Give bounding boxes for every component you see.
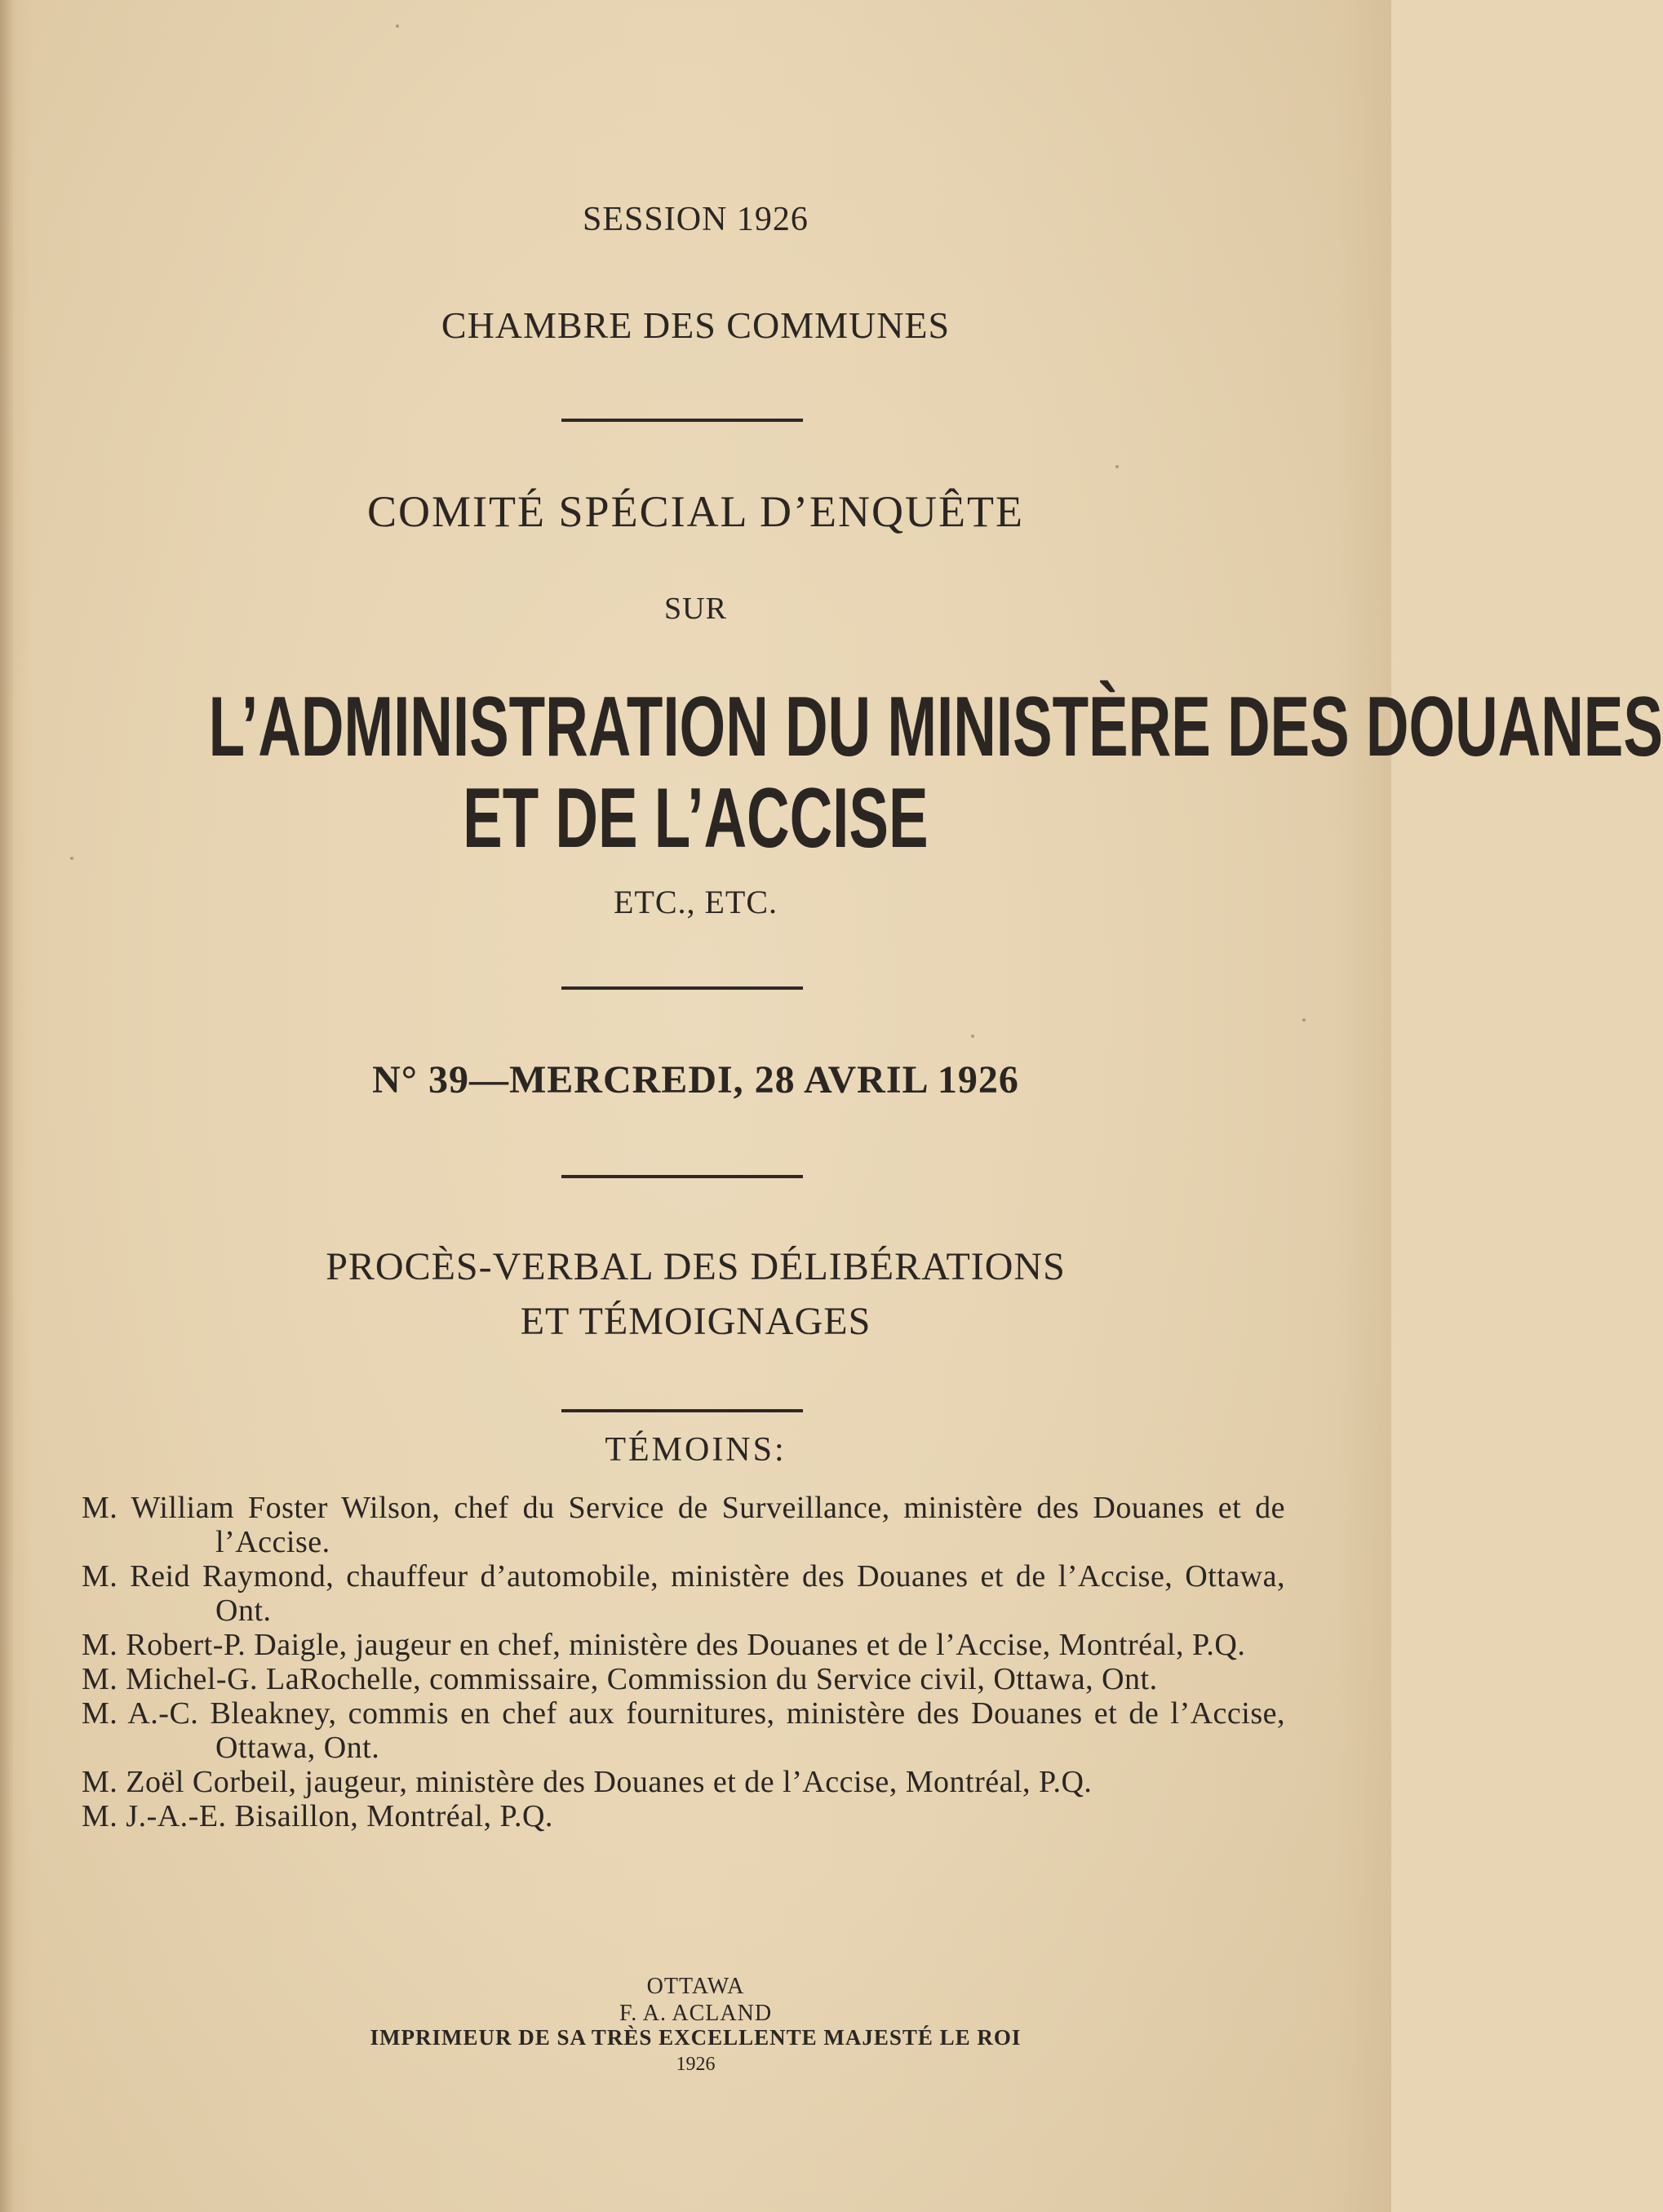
witness-item: M. Zoël Corbeil, jaugeur, ministère des Douanes et de l’Accise, Montréal, P.Q. — [82, 1765, 1093, 1799]
witness-item: M. Michel-G. LaRochelle, commissaire, Commission du Service civil, Ottawa, Ont. — [82, 1662, 1158, 1696]
main-title-line-1: L’ADMINISTRATION DU MINISTÈRE DES DOUANES — [208, 680, 1663, 774]
imprint-city: OTTAWA — [646, 1974, 745, 1999]
imprint-printer-title: IMPRIMEUR DE SA TRÈS EXCELLENTE MAJESTÉ LE ROI — [370, 2025, 1022, 2050]
committee-name: COMITÉ SPÉCIAL D’ENQUÊTE — [367, 487, 1024, 536]
paper-speck — [1302, 1018, 1306, 1022]
issue-number-date: N° 39—MERCREDI, 28 AVRIL 1926 — [372, 1058, 1019, 1102]
imprint-printer: F. A. ACLAND — [619, 2001, 773, 2026]
paper-speck — [70, 857, 73, 860]
divider-rule-3 — [561, 1175, 803, 1178]
witness-item: M. William Foster Wilson, chef du Service de Surveillance, ministère des Douanes et de l’Accise. — [82, 1491, 1285, 1559]
divider-rule-4 — [561, 1409, 803, 1412]
etc-line: ETC., ETC. — [613, 884, 778, 920]
divider-rule-2 — [561, 986, 803, 990]
main-title-line-2: ET DE L’ACCISE — [463, 771, 929, 866]
paper-speck — [1115, 465, 1119, 468]
chamber-heading: CHAMBRE DES COMMUNES — [441, 304, 951, 346]
session-heading: SESSION 1926 — [583, 201, 809, 238]
proceedings-title-line-1: PROCÈS-VERBAL DES DÉLIBÉRATIONS — [326, 1245, 1066, 1288]
witness-item: M. A.-C. Bleakney, commis en chef aux fournitures, ministère des Douanes et de l’Accise, Ottawa, Ont. — [82, 1696, 1285, 1765]
witnesses-heading: TÉMOINS: — [605, 1431, 787, 1469]
divider-rule-1 — [561, 419, 803, 422]
imprint-year: 1926 — [676, 2054, 716, 2075]
witness-item: M. Reid Raymond, chauffeur d’automobile, ministère des Douanes et de l’Accise, Ottawa, Ont. — [82, 1559, 1285, 1628]
witness-item: M. Robert-P. Daigle, jaugeur en chef, ministère des Douanes et de l’Accise, Montréal, P.Q. — [82, 1628, 1246, 1662]
paper-speck — [396, 24, 399, 28]
committee-connector: SUR — [664, 592, 727, 626]
paper-speck — [971, 1035, 974, 1038]
proceedings-title-line-2: ET TÉMOIGNAGES — [520, 1300, 871, 1343]
witness-item: M. J.-A.-E. Bisaillon, Montréal, P.Q. — [82, 1799, 553, 1833]
witness-list — [82, 1491, 1285, 1833]
